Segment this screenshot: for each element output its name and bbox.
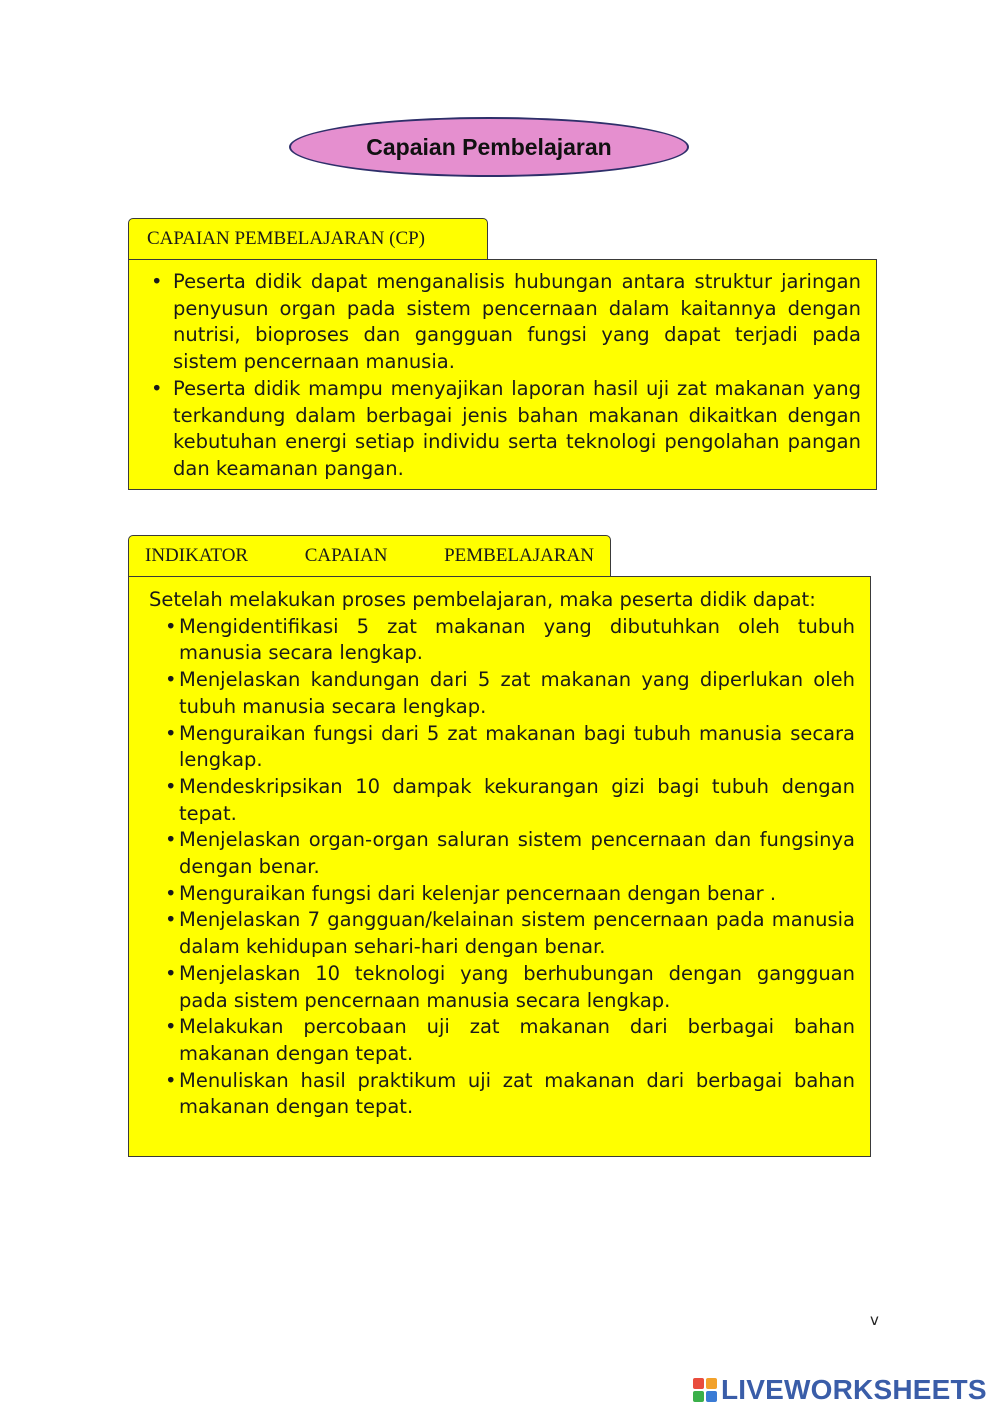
indikator-intro: Setelah melakukan proses pembelajaran, maka peserta didik dapat: (149, 588, 816, 611)
indikator-item-10: • Menuliskan hasil praktikum uji zat makanan dari berbagai bahan makanan dengan tepat. (165, 1068, 855, 1121)
logo-square-1 (693, 1378, 704, 1389)
page-number: v (870, 1311, 879, 1329)
indikator-item-8: • Menjelaskan 10 teknologi yang berhubungan dengan gangguan pada sistem pencernaan manusia secara lengkap. (165, 961, 855, 1014)
cp-list (149, 269, 861, 483)
liveworksheets-logo-text: LIVEWORKSHEETS (721, 1374, 987, 1405)
indikator-item-6: • Menguraikan fungsi dari kelenjar pencernaan dengan benar . (165, 881, 855, 908)
indikator-tab-label (128, 535, 611, 577)
indikator-item-4: • Mendeskripsikan 10 dampak kekurangan gizi bagi tubuh dengan tepat. (165, 774, 855, 827)
indikator-item-7: • Menjelaskan 7 gangguan/kelainan sistem pencernaan pada manusia dalam kehidupan sehari-hari dengan benar. (165, 907, 855, 960)
indikator-item-5: • Menjelaskan organ-organ saluran sistem pencernaan dan fungsinya dengan benar. (165, 827, 855, 880)
indikator-tab-word-3: PEMBELAJARAN (444, 545, 594, 566)
cp-box (128, 259, 877, 490)
indikator-tab-word-1: INDIKATOR (145, 545, 249, 566)
indikator-item-3: • Menguraikan fungsi dari 5 zat makanan bagi tubuh manusia secara lengkap. (165, 721, 855, 774)
indikator-item-9: • Melakukan percobaan uji zat makanan dari berbagai bahan makanan dengan tepat. (165, 1014, 855, 1067)
indikator-tab-word-2: CAPAIAN (304, 545, 388, 566)
page-title: Capaian Pembelajaran (289, 117, 689, 177)
indikator-list (149, 614, 855, 1121)
cp-item-2: • Peserta didik mampu menyajikan laporan hasil uji zat makanan yang terkandung dalam berbagai jenis bahan makanan dikaitkan dengan kebutuhan energi setiap individu serta teknologi pengolahan pangan dan keamanan pangan. (149, 376, 861, 483)
indikator-item-2: • Menjelaskan kandungan dari 5 zat makanan yang diperlukan oleh tubuh manusia secara lengkap. (165, 667, 855, 720)
logo-square-2 (706, 1378, 717, 1389)
cp-tab-label: CAPAIAN PEMBELAJARAN (CP) (128, 218, 488, 260)
logo-square-3 (693, 1391, 704, 1402)
indikator-item-1: • Mengidentifikasi 5 zat makanan yang dibutuhkan oleh tubuh manusia secara lengkap. (165, 614, 855, 667)
liveworksheets-logo-icon (693, 1378, 717, 1402)
liveworksheets-logo[interactable] (693, 1374, 987, 1406)
cp-item-1: • Peserta didik dapat menganalisis hubungan antara struktur jaringan penyusun organ pada sistem pencernaan dalam kaitannya dengan nutrisi, bioproses dan gangguan fungsi yang dapat terjadi pada sistem pencernaan manusia. (149, 269, 861, 376)
indikator-box (128, 576, 871, 1157)
logo-square-4 (706, 1391, 717, 1402)
